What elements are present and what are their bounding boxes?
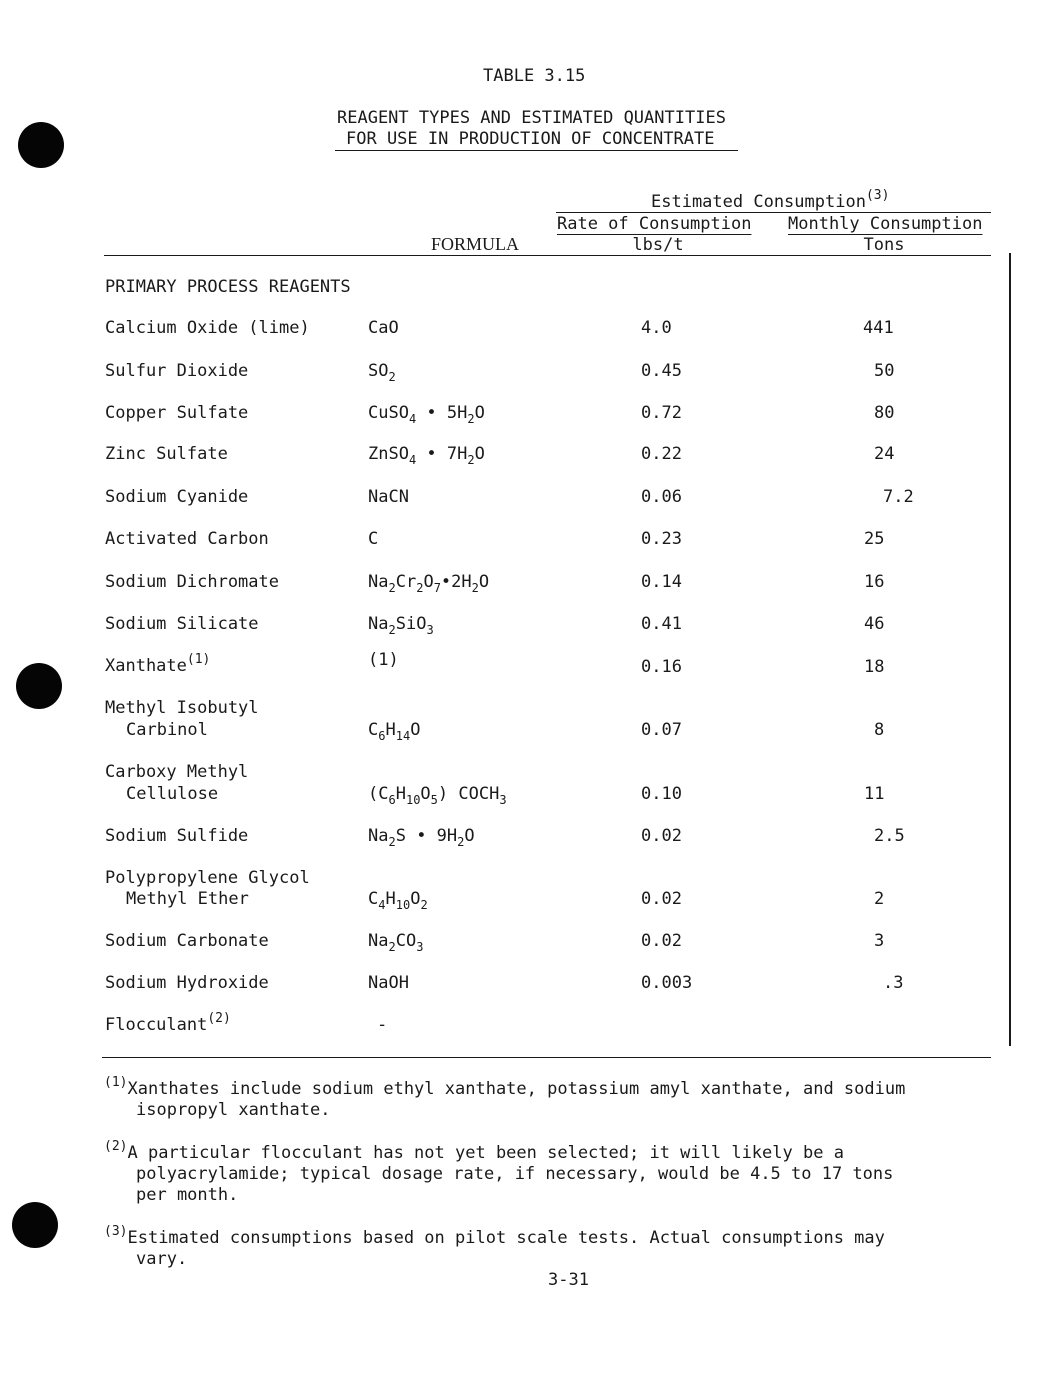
table-row-name: Sodium Hydroxide [105, 973, 269, 993]
table-row-rate: 0.07 [641, 720, 682, 740]
table-row-name-continued: Cellulose [126, 784, 219, 804]
table-row-name-continued: Methyl Ether [126, 889, 249, 909]
binder-hole-top [18, 122, 64, 168]
footnote-1-mark: (1) [104, 1075, 128, 1090]
footnote-3: $^{(3)}$Estimated consumptions based on pilot scale tests. Actual consumptions may vary. [104, 1224, 885, 1269]
table-row-formula: $C_6H_{14}O$ [368, 720, 421, 743]
footnote-3-mark: (3) [104, 1224, 128, 1239]
table-row-monthly: 50 [874, 361, 895, 381]
footnote-2-mark: (2) [104, 1139, 128, 1154]
table-row-name-continued: Carbinol [126, 720, 208, 740]
table-row-formula: NaOH [368, 973, 409, 993]
estimated-consumption-footnote-mark: (3) [865, 188, 890, 203]
table-row-rate: 0.02 [641, 889, 682, 909]
table-row-monthly: 7.2 [883, 487, 914, 507]
table-row-formula: NaCN [368, 487, 409, 507]
table-row-name: Activated Carbon [105, 529, 269, 549]
table-row-rate: 4.0 [641, 318, 672, 338]
table-row-monthly: 2 [874, 889, 885, 909]
table-row-rate: 0.41 [641, 614, 682, 634]
table-row-formula: $SO_2$ [368, 361, 396, 384]
table-row-monthly: 11 [864, 784, 885, 804]
table-row-rate: 0.72 [641, 403, 682, 423]
table-row-name: Carboxy Methyl [105, 762, 249, 782]
formula-header: FORMULA [431, 234, 520, 254]
table-row-name: Sodium Cyanide [105, 487, 249, 507]
table-row-formula: $C_4H_{10}O_2$ [368, 889, 428, 912]
table-row-monthly: 24 [874, 444, 895, 464]
estimated-consumption-header: Estimated Consumption$^{(3)}$ [651, 188, 890, 212]
rate-header: Rate of Consumption [557, 214, 752, 234]
table-row-formula: $Na_2S$ • $9H_2O$ [368, 826, 475, 849]
table-row-monthly: 2.5 [874, 826, 905, 846]
header-bottom-rule [104, 255, 991, 256]
table-row-name: Flocculant$^{(2)}$ [105, 1011, 231, 1035]
table-row-rate: 0.02 [641, 826, 682, 846]
table-row-formula: $(C_6H_{10}O_5)$ $COCH_3$ [368, 784, 507, 807]
table-row-name: Sulfur Dioxide [105, 361, 249, 381]
monthly-unit-header: Tons [863, 235, 905, 255]
table-row-monthly: 80 [874, 403, 895, 423]
table-row-monthly: 16 [864, 572, 885, 592]
table-subtitle-line2: FOR USE IN PRODUCTION OF CONCENTRATE [346, 129, 715, 149]
table-row-monthly: 25 [864, 529, 885, 549]
table-row-name: Calcium Oxide (lime) [105, 318, 310, 338]
table-row-rate: 0.003 [641, 973, 693, 993]
subtitle-underline [335, 150, 738, 151]
right-margin-line [1009, 253, 1011, 1046]
table-row-name: Sodium Silicate [105, 614, 259, 634]
table-row-formula: (1) [368, 650, 399, 670]
table-row-formula: CuSO$_4$ • $5H_2O$ [368, 403, 485, 426]
footnote-1: $^{(1)}$Xanthates include sodium ethyl xanthate, potassium amyl xanthate, and sodium isopropyl xanthate. [104, 1075, 906, 1120]
table-row-name: Polypropylene Glycol [105, 868, 310, 888]
binder-hole-bottom [12, 1202, 58, 1248]
monthly-header: Monthly Consumption [788, 214, 983, 234]
page-number: 3-31 [548, 1270, 589, 1290]
table-row-rate: 0.02 [641, 931, 682, 951]
table-row-rate: 0.23 [641, 529, 682, 549]
table-row-rate: 0.14 [641, 572, 682, 592]
table-row-rate: 0.16 [641, 657, 682, 677]
table-row-name: Methyl Isobutyl [105, 698, 259, 718]
table-row-monthly: 8 [874, 720, 885, 740]
table-row-formula: ZnSO$_4$ • $7H_2O$ [368, 444, 485, 467]
rate-unit-header: lbs/t [632, 235, 684, 255]
table-row-name: Sodium Dichromate [105, 572, 279, 592]
table-row-monthly: 3 [874, 931, 885, 951]
table-row-name: Xanthate$^{(1)}$ [105, 652, 211, 676]
table-row-name: Copper Sulfate [105, 403, 249, 423]
table-subtitle-line1: REAGENT TYPES AND ESTIMATED QUANTITIES [337, 108, 726, 128]
footnote-2: $^{(2)}$A particular flocculant has not yet been selected; it will likely be a polyacrylamide; typical dosage rate, if necessary, would be 4.5 to 17 tons per month. [104, 1139, 894, 1205]
table-row-monthly: .3 [883, 973, 904, 993]
table-row-monthly: 441 [863, 318, 894, 338]
flocculant-footnote-mark: (2) [207, 1011, 231, 1026]
xanthate-footnote-mark: (1) [186, 652, 211, 667]
table-row-name: Zinc Sulfate [105, 444, 228, 464]
table-row-formula: $Na_2CO_3$ [368, 931, 424, 954]
section-label: PRIMARY PROCESS REAGENTS [105, 277, 351, 297]
table-row-name: Sodium Carbonate [105, 931, 269, 951]
table-row-rate: 0.22 [641, 444, 682, 464]
table-row-formula: - [377, 1015, 388, 1035]
table-row-monthly: 18 [864, 657, 885, 677]
table-row-formula: CaO [368, 318, 399, 338]
table-row-rate: 0.45 [641, 361, 682, 381]
table-row-formula: $Na_2SiO_3$ [368, 614, 434, 637]
table-row-rate: 0.10 [641, 784, 682, 804]
estimated-consumption-rule [556, 212, 991, 213]
table-row-formula: $Na_2Cr_2O_7•2H_2O$ [368, 572, 490, 595]
binder-hole-middle [16, 663, 62, 709]
table-bottom-rule [102, 1057, 991, 1058]
table-title: TABLE 3.15 [483, 66, 586, 86]
table-row-rate: 0.06 [641, 487, 682, 507]
table-row-formula: C [368, 529, 379, 549]
table-row-monthly: 46 [864, 614, 885, 634]
table-row-name: Sodium Sulfide [105, 826, 249, 846]
